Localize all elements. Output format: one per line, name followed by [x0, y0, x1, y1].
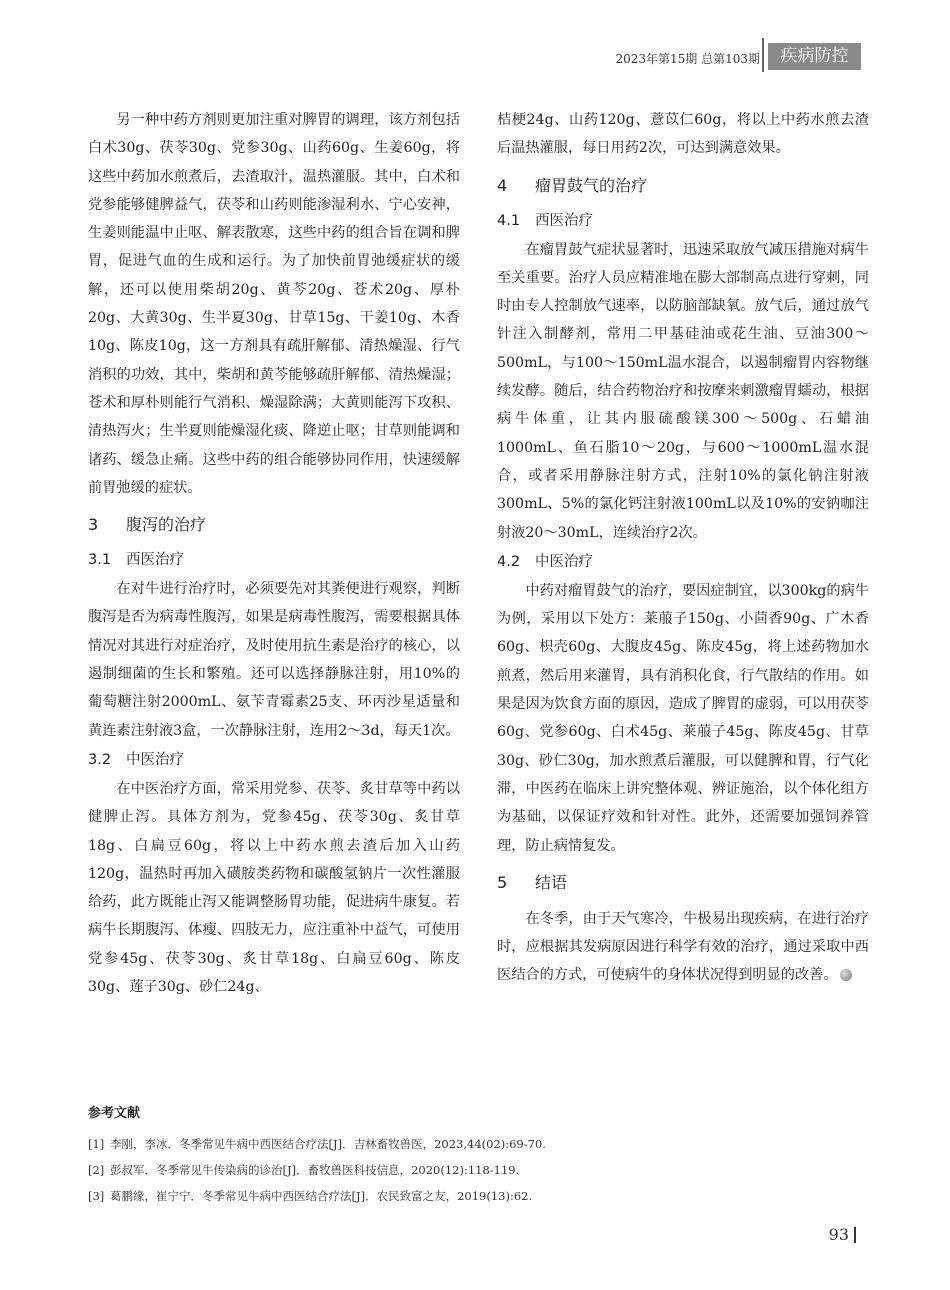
subsection-title: 中医治疗: [126, 751, 184, 768]
subsection-number: 4.2: [497, 553, 521, 570]
left-column: [88, 106, 460, 1001]
subsection-heading-4-2: [497, 549, 869, 575]
conclusion-text: 在冬季，由于天气寒冷，牛极易出现疾病，在进行治疗时，应根据其发病原因进行科学有效的治疗，通过采取中西医结合的方式，可使病牛的身体状况得到明显的改善。: [497, 910, 869, 984]
subsection-heading-3-2: [88, 747, 460, 773]
subsection-title: 西医治疗: [126, 552, 184, 569]
section-title: 结语: [535, 872, 568, 892]
paragraph: 另一种中药方剂则更加注重对脾胃的调理，该方剂包括白术30g、茯苓30g、党参30g、山药60g、生姜60g，将这些中药加水煎煮后，去渣取汁，温热灌服。其中，白术和党参能够健脾益气，茯苓和山药则能渗湿利水、宁心安神，生姜则能温中止呕、解表散寒，这些中药的组合旨在调和脾胃，促进气血的生成和运行。为了加快前胃弛缓症状的缓解，还可以使用柴胡20g、黄芩20g、苍术20g、厚朴20g、大黄30g、生半夏30g、甘草15g、干姜10g、木香10g、陈皮10g，这一方剂具有疏肝解郁、清热燥湿、行气消积的功效，其中，柴胡和黄芩能够疏肝解郁、清热燥湿；苍术和厚朴则能行气消积、燥湿除满；大黄则能泻下攻积、清热泻火；生半夏则能燥湿化痰、降逆止呕；甘草则能调和诸药、缓急止痛。这些中药的组合能够协同作用，快速缓解前胃弛缓的症状。: [88, 112, 460, 496]
right-column: [497, 106, 869, 990]
reference-number: [2]: [88, 1163, 105, 1177]
reference-text: 彭叔军．冬季常见牛传染病的诊治[J]．畜牧兽医科技信息，2020(12):118-119.: [110, 1163, 520, 1177]
paragraph-conclusion: [497, 905, 869, 990]
reference-number: [1]: [88, 1137, 105, 1151]
subsection-heading-3-1: [88, 547, 460, 573]
subsection-title: 中医治疗: [535, 553, 593, 570]
section-heading-4: [497, 171, 869, 201]
page-number-bar: [854, 1227, 856, 1243]
paragraph: 中药对瘤胃鼓气的治疗，要因症制宜，以300kg的病牛为例，采用以下处方：莱菔子150g、小茴香90g、广木香60g、枳壳60g、大腹皮45g、陈皮45g，将上述药物加水煎煮，然后用来灌胃，具有消积化食，行气散结的作用。如果是因为饮食方面的原因，造成了脾胃的虚弱，可以用茯苓60g、党参60g、白术45g、莱菔子45g、陈皮45g、甘草30g、砂仁30g，加水煎煮后灌服，可以健脾和胃，行气化滞，中医药在临床上讲究整体观、辨证施治，以个体化组方为基础，以保证疗效和针对性。此外，还需要加强饲养管理，防止病情复发。: [497, 582, 869, 854]
paragraph: 在中医治疗方面，常采用党参、茯苓、炙甘草等中药以健脾止泻。具体方剂为，党参45g、茯苓30g、炙甘草18g、白扁豆60g，将以上中药水煎去渣后加入山药120g，温热时再加入磺胺类药物和碳酸氢钠片一次性灌服给药，此方既能止泻又能调整肠胃功能，促进病牛康复。若病牛长期腹泻、体瘦、四肢无力，应注重补中益气，可使用党参45g、茯苓30g、炙甘草18g、白扁豆60g、陈皮30g、莲子30g、砂仁24g、: [88, 780, 460, 996]
section-tag: 疾病防控: [768, 43, 861, 70]
paragraph-continued: 桔梗24g、山药120g、薏苡仁60g，将以上中药水煎去渣后温热灌服，每日用药2次，可达到满意效果。: [497, 112, 869, 157]
reference-item: [88, 1131, 868, 1157]
section-title: 腹泻的治疗: [126, 515, 207, 535]
reference-number: [3]: [88, 1189, 105, 1203]
issue-info: 2023年第15期 总第103期: [615, 52, 760, 66]
reference-item: [88, 1157, 868, 1183]
reference-item: [88, 1183, 868, 1209]
page-number: 93: [828, 1225, 849, 1244]
subsection-heading-4-1: [497, 208, 869, 234]
section-title: 瘤胃鼓气的治疗: [535, 175, 648, 195]
subsection-number: 3.1: [88, 552, 112, 569]
subsection-title: 西医治疗: [535, 212, 593, 229]
subsection-number: 3.2: [88, 751, 112, 768]
section-number: 5: [497, 872, 508, 892]
section-number: 3: [88, 515, 99, 535]
subsection-number: 4.1: [497, 212, 521, 229]
reference-text: 葛鹏缘，崔宁宁．冬季常见牛病中西医结合疗法[J]．农民致富之友，2019(13):62.: [110, 1189, 533, 1203]
references-title: 参考文献: [88, 1106, 141, 1121]
reference-text: 李刚，李冰．冬季常见牛病中西医结合疗法[J]．吉林畜牧兽医，2023,44(02):69-70.: [110, 1137, 546, 1151]
references: [88, 1102, 868, 1209]
section-number: 4: [497, 175, 508, 195]
end-mark-icon: [840, 969, 852, 981]
section-heading-5: [497, 868, 869, 898]
header-divider: [762, 38, 764, 72]
paragraph: 在瘤胃鼓气症状显著时，迅速采取放气减压措施对病牛至关重要。治疗人员应精准地在膨大部制高点进行穿刺，同时由专人控制放气速率，以防脑部缺氧。放气后，通过放气针注入制酵剂，常用二甲基硅油或花生油、豆油300～500mL，与100～150mL温水混合，以遏制瘤胃内容物继续发酵。随后，结合药物治疗和按摩来刺激瘤胃蠕动，根据病牛体重，让其内服硫酸镁300～500g、石蜡油1000mL、鱼石脂10～20g，与600～1000mL温水混合，或者采用静脉注射方式，注射10%的氯化钠注射液300mL、5%的氯化钙注射液100mL以及10%的安钠咖注射液20～30mL，连续治疗2次。: [497, 241, 869, 541]
paragraph: 在对牛进行治疗时，必须要先对其粪便进行观察，判断腹泻是否为病毒性腹泻，如果是病毒性腹泻，需要根据具体情况对其进行对症治疗，及时使用抗生素是治疗的核心，以遏制细菌的生长和繁殖。还可以选择静脉注射，用10%的葡萄糖注射2000mL、氨苄青霉素25支、环丙沙星适量和黄连素注射液3盒，一次静脉注射，连用2～3d，每天1次。: [88, 581, 460, 739]
section-heading-3: [88, 510, 460, 540]
